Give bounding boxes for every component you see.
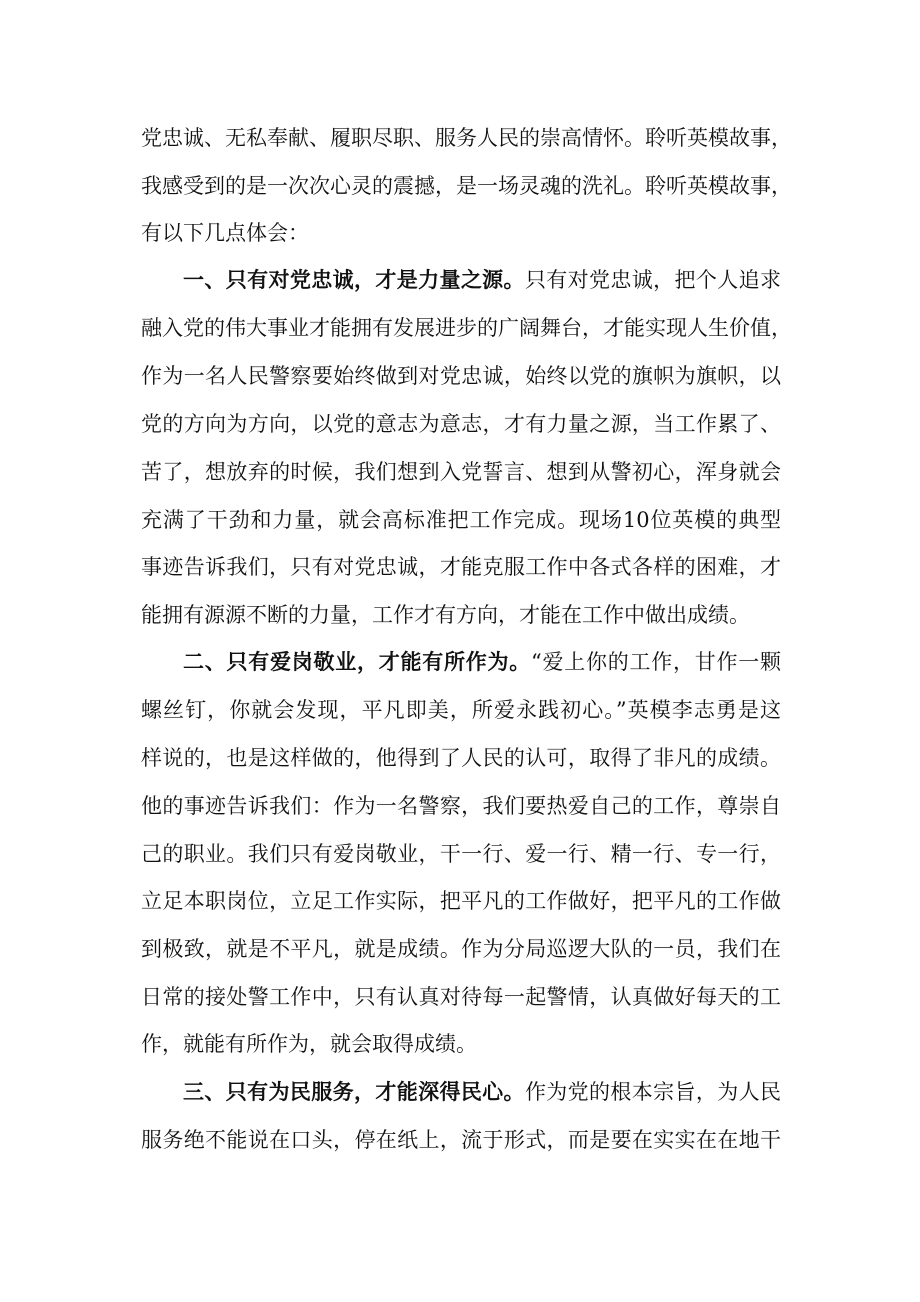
section-heading: 三、只有为民服务，才能深得民心。 [183,1079,525,1104]
section-heading: 一、只有对党忠诚，才是力量之源。 [183,267,525,292]
text-line: 日常的接处警工作中，只有认真对待每一起警情，认真做好每天的工 [141,985,781,1009]
text-line: 到极致，就是不平凡，就是成绩。作为分局巡逻大队的一员，我们在 [141,937,781,961]
text-line: 充满了干劲和力量，就会高标准把工作完成。现场10位英模的典型 [141,508,781,532]
text-line: 己的职业。我们只有爱岗敬业，干一行、爱一行、精一行、专一行， [141,842,781,866]
section-heading-line [183,642,781,682]
text-line: 作为一名人民警察要始终做到对党忠诚，始终以党的旗帜为旗帜，以 [141,364,781,388]
text-line: 螺丝钉，你就会发现，平凡即美，所爱永践初心。”英模李志勇是这 [141,698,781,722]
text-segment: 作为党的根本宗旨，为人民 [524,1080,782,1104]
text-line: 作，就能有所作为，就会取得成绩。 [141,1032,477,1056]
text-line: 苦了，想放弃的时候，我们想到入党誓言、想到从警初心，浑身就会 [141,460,781,484]
text-segment: “爱上你的工作，甘作一颗 [531,650,781,674]
text-line: 能拥有源源不断的力量，工作才有方向，才能在工作中做出成绩。 [141,603,750,627]
text-line: 他的事迹告诉我们：作为一名警察，我们要热爱自己的工作，尊崇自 [141,794,781,818]
text-line: 党忠诚、无私奉献、履职尽职、服务人民的崇高情怀。聆听英模故事， [141,126,792,150]
text-line: 事迹告诉我们，只有对党忠诚，才能克服工作中各式各样的困难，才 [141,555,781,579]
text-line: 服务绝不能说在口头，停在纸上，流于形式，而是要在实实在在地干 [141,1128,781,1152]
section-heading-line [183,1072,781,1112]
text-segment: 只有对党忠诚，把个人追求 [524,268,782,292]
text-line: 党的方向为方向，以党的意志为意志，才有力量之源，当工作累了、 [141,412,781,436]
text-line: 立足本职岗位，立足工作实际，把平凡的工作做好，把平凡的工作做 [141,889,781,913]
section-heading: 二、只有爱岗敬业，才能有所作为。 [183,649,531,674]
text-line: 样说的，也是这样做的，他得到了人民的认可，取得了非凡的成绩。 [141,746,781,770]
text-line: 融入党的伟大事业才能拥有发展进步的广阔舞台，才能实现人生价值， [141,316,792,340]
section-heading-line [183,260,781,300]
text-line: 有以下几点体会： [141,221,309,245]
text-line: 我感受到的是一次次心灵的震撼，是一场灵魂的洗礼。聆听英模故事， [141,174,792,198]
